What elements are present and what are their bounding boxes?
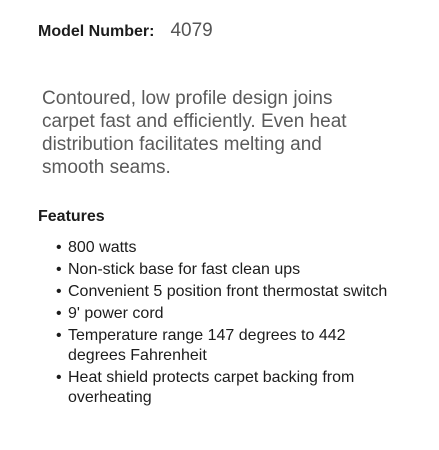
feature-text: Heat shield protects carpet backing from overheating: [68, 369, 355, 406]
feature-text: Convenient 5 position front thermostat switch: [68, 283, 388, 300]
feature-item: [56, 260, 396, 280]
bullet-icon: •: [56, 327, 62, 344]
product-description: Contoured, low profile design joins carpet fast and efficiently. Even heat distribution facilitates melting and smooth seams.: [42, 88, 347, 178]
features-heading: Features: [38, 208, 105, 225]
feature-item: [56, 304, 396, 324]
bullet-icon: •: [56, 305, 62, 322]
model-number-label: Model Number:: [38, 23, 155, 40]
bullet-icon: •: [56, 283, 62, 300]
bullet-icon: •: [56, 261, 62, 278]
feature-text: 9' power cord: [68, 305, 164, 322]
feature-item: [56, 238, 396, 258]
feature-text: 800 watts: [68, 239, 137, 256]
bullet-icon: •: [56, 239, 62, 256]
bullet-icon: •: [56, 369, 62, 386]
feature-list: [56, 238, 396, 410]
feature-text: Temperature range 147 degrees to 442 degrees Fahrenheit: [68, 327, 346, 364]
feature-item: [56, 326, 396, 366]
model-number-value: 4079: [170, 20, 213, 41]
feature-item: [56, 368, 396, 408]
feature-item: [56, 282, 396, 302]
feature-text: Non-stick base for fast clean ups: [68, 261, 301, 278]
model-number-row: [38, 20, 213, 42]
